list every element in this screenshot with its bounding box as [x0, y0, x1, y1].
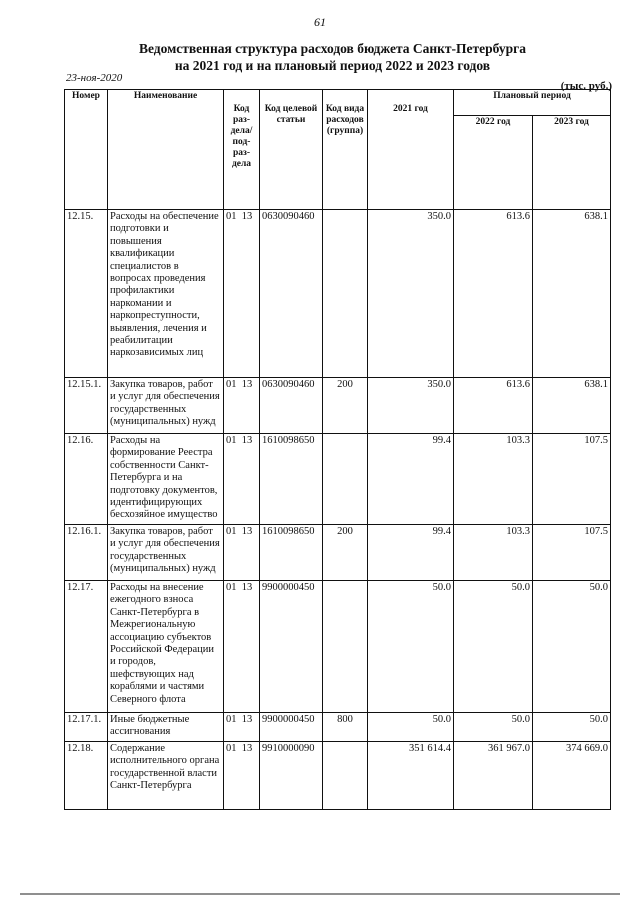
row-section-code: 01	[226, 211, 237, 222]
row-subsection-code: 13	[241, 714, 253, 725]
header-planned	[454, 90, 611, 116]
row-section-code: 01	[226, 379, 237, 390]
header-article	[260, 90, 323, 210]
row-section	[224, 525, 260, 581]
row-subsection-code: 13	[241, 743, 253, 754]
row-expense-type	[323, 210, 368, 378]
row-value-2023: 638.1	[533, 210, 611, 378]
table-row	[65, 742, 611, 810]
row-name: Закупка товаров, работ и услуг для обеспечения государственных (муниципальных) нужд	[108, 525, 224, 581]
table-row	[65, 378, 611, 434]
row-name: Расходы на обеспечение подготовки и повышения квалификации специалистов в вопросах проведения профилактики наркомании и наркопреступности, выявления, лечения и реабилитации наркозависимых лиц	[108, 210, 224, 378]
row-article: 0630090460	[260, 210, 323, 378]
row-value-2021: 99.4	[368, 525, 454, 581]
page-number: 61	[314, 15, 326, 29]
row-value-2023: 638.1	[533, 378, 611, 434]
row-section	[224, 210, 260, 378]
row-subsection-code: 13	[241, 526, 253, 537]
row-name: Иные бюджетные ассигнования	[108, 713, 224, 742]
row-section-code: 01	[226, 526, 237, 537]
row-expense-type: 200	[323, 525, 368, 581]
row-section	[224, 742, 260, 810]
row-value-2021: 350.0	[368, 378, 454, 434]
table-body	[65, 210, 611, 810]
header-number: Номер	[65, 90, 108, 210]
row-value-2021: 99.4	[368, 434, 454, 525]
header-name: Наименование	[108, 90, 224, 210]
header-section	[224, 90, 260, 210]
title-line-2: на 2021 год и на плановый период 2022 и 2023 годов	[174, 58, 491, 73]
row-subsection-code: 13	[241, 379, 253, 390]
row-value-2023: 50.0	[533, 713, 611, 742]
row-article: 1610098650	[260, 434, 323, 525]
row-section-code: 01	[226, 743, 237, 754]
row-value-2021: 350.0	[368, 210, 454, 378]
table-row	[65, 210, 611, 378]
header-2022	[454, 116, 533, 210]
row-value-2022: 613.6	[454, 378, 533, 434]
table-row	[65, 581, 611, 713]
table-row	[65, 525, 611, 581]
row-expense-type: 200	[323, 378, 368, 434]
row-value-2022: 50.0	[454, 581, 533, 713]
row-section-code: 01	[226, 582, 237, 593]
row-name: Закупка товаров, работ и услуг для обеспечения государственных (муниципальных) нужд	[108, 378, 224, 434]
row-value-2022: 361 967.0	[454, 742, 533, 810]
header-2021-text: 2021 год	[393, 104, 428, 114]
row-value-2022: 50.0	[454, 713, 533, 742]
row-expense-type	[323, 581, 368, 713]
row-value-2022: 613.6	[454, 210, 533, 378]
budget-table	[64, 89, 611, 810]
document-title	[60, 40, 605, 74]
row-number: 12.18.	[65, 742, 108, 810]
header-planned-text: Плановый период	[493, 91, 571, 101]
row-expense-type	[323, 434, 368, 525]
header-article-text: Код целевой статьи	[264, 104, 318, 125]
units-label: (тыс. руб.)	[560, 80, 612, 92]
row-value-2021: 351 614.4	[368, 742, 454, 810]
row-section	[224, 434, 260, 525]
header-section-text: Код раз-дела/ под-раз-дела	[230, 104, 253, 169]
row-number: 12.15.	[65, 210, 108, 378]
row-value-2021: 50.0	[368, 581, 454, 713]
row-section	[224, 713, 260, 742]
row-expense-type: 800	[323, 713, 368, 742]
row-value-2023: 374 669.0	[533, 742, 611, 810]
header-2022-text: 2022 год	[475, 117, 511, 127]
header-2021	[368, 90, 454, 210]
row-subsection-code: 13	[241, 435, 253, 446]
row-value-2022: 103.3	[454, 434, 533, 525]
row-section-code: 01	[226, 714, 237, 725]
row-expense-type	[323, 742, 368, 810]
row-value-2023: 107.5	[533, 434, 611, 525]
row-value-2023: 50.0	[533, 581, 611, 713]
title-line-1: Ведомственная структура расходов бюджета Санкт-Петербурга	[138, 41, 527, 56]
row-subsection-code: 13	[241, 582, 253, 593]
row-article: 9910000090	[260, 742, 323, 810]
row-number: 12.16.1.	[65, 525, 108, 581]
header-expense-type-text: Код вида расходов (группа)	[325, 104, 365, 136]
row-number: 12.15.1.	[65, 378, 108, 434]
row-article: 9900000450	[260, 581, 323, 713]
table-row	[65, 713, 611, 742]
row-name: Расходы на формирование Реестра собственности Санкт-Петербурга и на подготовку документов, идентифицирующих бесхозяйное имущество	[108, 434, 224, 525]
row-section	[224, 581, 260, 713]
row-subsection-code: 13	[241, 211, 253, 222]
row-value-2021: 50.0	[368, 713, 454, 742]
row-number: 12.17.	[65, 581, 108, 713]
row-name: Содержание исполнительного органа государственной власти Санкт-Петербурга	[108, 742, 224, 810]
row-value-2022: 103.3	[454, 525, 533, 581]
table-row	[65, 434, 611, 525]
row-article: 9900000450	[260, 713, 323, 742]
document-date: 23-ноя-2020	[66, 72, 123, 84]
row-section	[224, 378, 260, 434]
header-2023-text: 2023 год	[554, 117, 589, 127]
row-section-code: 01	[226, 435, 237, 446]
row-article: 1610098650	[260, 525, 323, 581]
row-number: 12.17.1.	[65, 713, 108, 742]
row-name: Расходы на внесение ежегодного взноса Санкт-Петербурга в Межрегиональную ассоциацию субъектов Российской Федерации и городов, шефствующих над кораблями и частями Северного флота	[108, 581, 224, 713]
header-2023	[533, 116, 611, 210]
header-expense-type	[323, 90, 368, 210]
scan-edge-line	[20, 893, 620, 895]
row-value-2023: 107.5	[533, 525, 611, 581]
row-number: 12.16.	[65, 434, 108, 525]
row-article: 0630090460	[260, 378, 323, 434]
